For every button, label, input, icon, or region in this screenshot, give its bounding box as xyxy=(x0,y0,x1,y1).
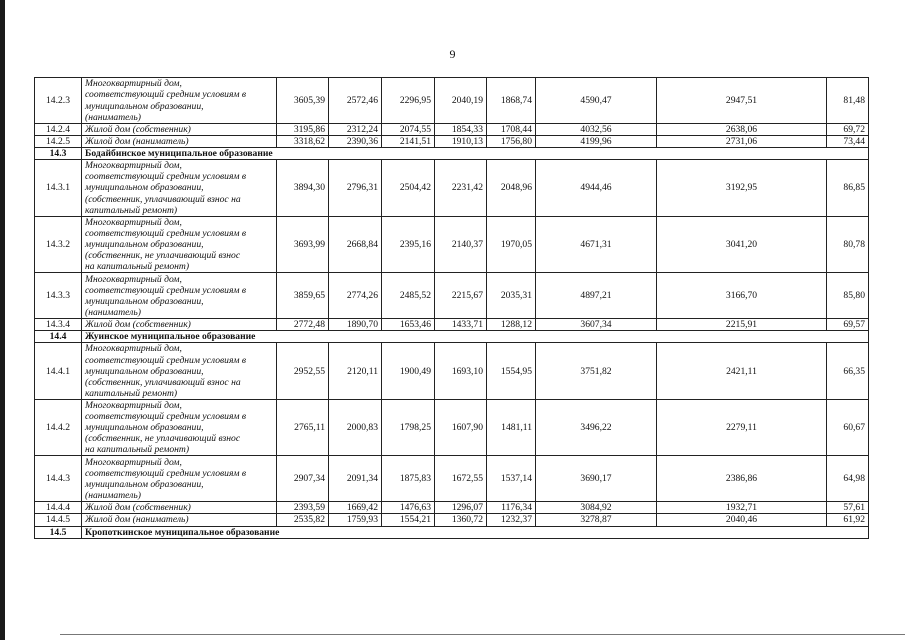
value-cell: 1970,05 xyxy=(487,216,536,272)
value-cell: 2091,34 xyxy=(329,456,382,502)
value-cell: 2296,95 xyxy=(382,78,435,124)
value-cell: 1360,72 xyxy=(435,514,487,526)
value-cell: 2231,42 xyxy=(435,160,487,216)
value-cell: 3084,92 xyxy=(536,502,657,514)
section-row xyxy=(35,148,869,160)
description-line: Многоквартирный дом, xyxy=(85,216,182,228)
row-code: 14.4.5 xyxy=(35,514,82,526)
value-cell: 2774,26 xyxy=(329,273,382,319)
value-cell: 2279,11 xyxy=(657,399,827,455)
section-code: 14.5 xyxy=(35,526,82,538)
table-row xyxy=(35,78,869,124)
value-cell: 2040,19 xyxy=(435,78,487,124)
value-cell: 1669,42 xyxy=(329,502,382,514)
table-row xyxy=(35,514,869,526)
row-description xyxy=(82,456,277,502)
table-body xyxy=(35,78,869,539)
value-cell: 1296,07 xyxy=(435,502,487,514)
value-cell: 1554,95 xyxy=(487,343,536,399)
description-line: соответствующий средним условиям в xyxy=(85,284,247,296)
value-cell: 3605,39 xyxy=(277,78,329,124)
table-row xyxy=(35,343,869,399)
value-cell: 4897,21 xyxy=(536,273,657,319)
value-cell: 4671,31 xyxy=(536,216,657,272)
description-line: (собственник, уплачивающий взнос на xyxy=(85,193,241,205)
value-cell: 80,78 xyxy=(827,216,869,272)
tariff-table xyxy=(34,77,869,539)
row-code: 14.4.1 xyxy=(35,343,82,399)
description-line: (наниматель) xyxy=(85,111,141,123)
value-cell: 1875,83 xyxy=(382,456,435,502)
section-title: Кропоткинское муниципальное образование xyxy=(82,526,869,538)
table-row xyxy=(35,216,869,272)
row-description xyxy=(82,78,277,124)
value-cell: 1232,37 xyxy=(487,514,536,526)
row-description xyxy=(82,502,277,514)
value-cell: 2504,42 xyxy=(382,160,435,216)
description-line: соответствующий средним условиям в xyxy=(85,171,247,183)
table-row xyxy=(35,399,869,455)
value-cell: 2393,59 xyxy=(277,502,329,514)
table-row xyxy=(35,160,869,216)
value-cell: 2668,84 xyxy=(329,216,382,272)
description-line: на капитальный ремонт) xyxy=(85,444,190,456)
value-cell: 2040,46 xyxy=(657,514,827,526)
row-description xyxy=(82,514,277,526)
value-cell: 1288,12 xyxy=(487,319,536,331)
value-cell: 3859,65 xyxy=(277,273,329,319)
value-cell: 69,72 xyxy=(827,124,869,136)
value-cell: 3041,20 xyxy=(657,216,827,272)
section-title: Бодайбинское муниципальное образование xyxy=(82,148,869,160)
description-line: (собственник, не уплачивающий взнос xyxy=(85,250,241,262)
value-cell: 2796,31 xyxy=(329,160,382,216)
value-cell: 2215,91 xyxy=(657,319,827,331)
value-cell: 2947,51 xyxy=(657,78,827,124)
value-cell: 66,35 xyxy=(827,343,869,399)
value-cell: 3496,22 xyxy=(536,399,657,455)
value-cell: 2048,96 xyxy=(487,160,536,216)
row-code: 14.3.3 xyxy=(35,273,82,319)
value-cell: 3690,17 xyxy=(536,456,657,502)
description-line: (собственник, не уплачивающий взнос xyxy=(85,433,241,445)
description-line: муниципальном образовании, xyxy=(85,422,204,434)
value-cell: 2215,67 xyxy=(435,273,487,319)
value-cell: 2535,82 xyxy=(277,514,329,526)
row-description xyxy=(82,273,277,319)
value-cell: 61,92 xyxy=(827,514,869,526)
description-line: Жилой дом (собственник) xyxy=(85,502,191,514)
value-cell: 3607,34 xyxy=(536,319,657,331)
value-cell: 2395,16 xyxy=(382,216,435,272)
value-cell: 2312,24 xyxy=(329,124,382,136)
description-line: соответствующий средним условиям в xyxy=(85,410,247,422)
value-cell: 2140,37 xyxy=(435,216,487,272)
value-cell: 85,80 xyxy=(827,273,869,319)
value-cell: 2907,34 xyxy=(277,456,329,502)
row-code: 14.3.2 xyxy=(35,216,82,272)
value-cell: 2074,55 xyxy=(382,124,435,136)
value-cell: 4944,46 xyxy=(536,160,657,216)
row-code: 14.2.4 xyxy=(35,124,82,136)
value-cell: 2572,46 xyxy=(329,78,382,124)
description-line: муниципальном образовании, xyxy=(85,100,204,112)
description-line: муниципальном образовании, xyxy=(85,238,204,250)
value-cell: 2731,06 xyxy=(657,136,827,148)
value-cell: 1932,71 xyxy=(657,502,827,514)
row-code: 14.2.3 xyxy=(35,78,82,124)
value-cell: 2772,48 xyxy=(277,319,329,331)
value-cell: 57,61 xyxy=(827,502,869,514)
row-description xyxy=(82,160,277,216)
row-description xyxy=(82,124,277,136)
value-cell: 1868,74 xyxy=(487,78,536,124)
row-code: 14.2.5 xyxy=(35,136,82,148)
value-cell: 2638,06 xyxy=(657,124,827,136)
table-row xyxy=(35,124,869,136)
value-cell: 2421,11 xyxy=(657,343,827,399)
value-cell: 1537,14 xyxy=(487,456,536,502)
value-cell: 1481,11 xyxy=(487,399,536,455)
value-cell: 1433,71 xyxy=(435,319,487,331)
row-description xyxy=(82,319,277,331)
description-line: Жилой дом (собственник) xyxy=(85,124,191,135)
value-cell: 2000,83 xyxy=(329,399,382,455)
row-code: 14.4.3 xyxy=(35,456,82,502)
section-row xyxy=(35,526,869,538)
value-cell: 4032,56 xyxy=(536,124,657,136)
description-line: Жилой дом (наниматель) xyxy=(85,514,189,526)
value-cell: 3693,99 xyxy=(277,216,329,272)
value-cell: 1759,93 xyxy=(329,514,382,526)
value-cell: 69,57 xyxy=(827,319,869,331)
description-line: Многоквартирный дом, xyxy=(85,343,182,355)
value-cell: 2386,86 xyxy=(657,456,827,502)
table-row xyxy=(35,319,869,331)
bottom-rule xyxy=(60,634,905,635)
description-line: муниципальном образовании, xyxy=(85,365,204,377)
value-cell: 3192,95 xyxy=(657,160,827,216)
value-cell: 2485,52 xyxy=(382,273,435,319)
value-cell: 1900,49 xyxy=(382,343,435,399)
value-cell: 1756,80 xyxy=(487,136,536,148)
value-cell: 60,67 xyxy=(827,399,869,455)
description-line: Многоквартирный дом, xyxy=(85,78,182,90)
section-title: Жуинское муниципальное образование xyxy=(82,331,869,343)
value-cell: 1607,90 xyxy=(435,399,487,455)
row-code: 14.4.2 xyxy=(35,399,82,455)
description-line: капитальный ремонт) xyxy=(85,387,178,399)
description-line: соответствующий средним условиям в xyxy=(85,89,247,101)
value-cell: 1890,70 xyxy=(329,319,382,331)
value-cell: 64,98 xyxy=(827,456,869,502)
description-line: Многоквартирный дом, xyxy=(85,273,182,285)
description-line: (наниматель) xyxy=(85,306,141,318)
section-code: 14.4 xyxy=(35,331,82,343)
value-cell: 2390,36 xyxy=(329,136,382,148)
value-cell: 2120,11 xyxy=(329,343,382,399)
row-description xyxy=(82,399,277,455)
value-cell: 1672,55 xyxy=(435,456,487,502)
description-line: Многоквартирный дом, xyxy=(85,399,182,411)
scan-left-edge xyxy=(0,0,5,640)
value-cell: 2765,11 xyxy=(277,399,329,455)
description-line: Жилой дом (наниматель) xyxy=(85,136,189,148)
row-description xyxy=(82,216,277,272)
table-row xyxy=(35,502,869,514)
value-cell: 3278,87 xyxy=(536,514,657,526)
page-number: 9 xyxy=(449,47,456,61)
row-code: 14.4.4 xyxy=(35,502,82,514)
value-cell: 86,85 xyxy=(827,160,869,216)
section-row xyxy=(35,331,869,343)
value-cell: 2141,51 xyxy=(382,136,435,148)
section-code: 14.3 xyxy=(35,148,82,160)
description-line: муниципальном образовании, xyxy=(85,295,204,307)
row-code: 14.3.4 xyxy=(35,319,82,331)
table-row xyxy=(35,136,869,148)
value-cell: 81,48 xyxy=(827,78,869,124)
value-cell: 3318,62 xyxy=(277,136,329,148)
description-line: соответствующий средним условиям в xyxy=(85,354,247,366)
value-cell: 3751,82 xyxy=(536,343,657,399)
description-line: капитальный ремонт) xyxy=(85,204,178,216)
row-description xyxy=(82,136,277,148)
value-cell: 1176,34 xyxy=(487,502,536,514)
description-line: соответствующий средним условиям в xyxy=(85,467,247,479)
value-cell: 3166,70 xyxy=(657,273,827,319)
description-line: Многоквартирный дом, xyxy=(85,456,182,468)
description-line: Жилой дом (собственник) xyxy=(85,319,191,331)
value-cell: 2035,31 xyxy=(487,273,536,319)
value-cell: 1476,63 xyxy=(382,502,435,514)
value-cell: 3894,30 xyxy=(277,160,329,216)
value-cell: 1798,25 xyxy=(382,399,435,455)
value-cell: 1554,21 xyxy=(382,514,435,526)
value-cell: 1854,33 xyxy=(435,124,487,136)
value-cell: 4199,96 xyxy=(536,136,657,148)
description-line: (собственник, уплачивающий взнос на xyxy=(85,376,241,388)
table-row xyxy=(35,273,869,319)
description-line: соответствующий средним условиям в xyxy=(85,227,247,239)
description-line: (наниматель) xyxy=(85,489,141,501)
description-line: Многоквартирный дом, xyxy=(85,160,182,172)
row-code: 14.3.1 xyxy=(35,160,82,216)
value-cell: 1910,13 xyxy=(435,136,487,148)
value-cell: 4590,47 xyxy=(536,78,657,124)
value-cell: 1653,46 xyxy=(382,319,435,331)
description-line: на капитальный ремонт) xyxy=(85,261,190,273)
row-description xyxy=(82,343,277,399)
value-cell: 1708,44 xyxy=(487,124,536,136)
description-line: муниципальном образовании, xyxy=(85,478,204,490)
table-row xyxy=(35,456,869,502)
value-cell: 1693,10 xyxy=(435,343,487,399)
value-cell: 3195,86 xyxy=(277,124,329,136)
value-cell: 2952,55 xyxy=(277,343,329,399)
value-cell: 73,44 xyxy=(827,136,869,148)
description-line: муниципальном образовании, xyxy=(85,182,204,194)
